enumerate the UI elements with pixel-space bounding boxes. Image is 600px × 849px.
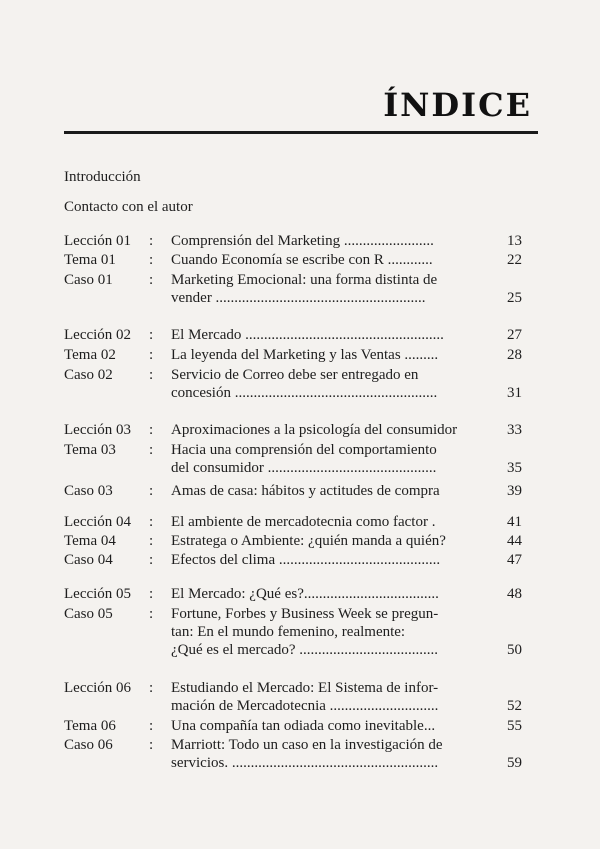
entry-page-number: 27: [507, 327, 522, 343]
entry-label: Tema 06: [64, 718, 116, 734]
entry-page-number: 44: [507, 533, 522, 549]
entry-title-line: tan: En el mundo femenino, realmente:: [171, 624, 406, 640]
entry-colon: :: [149, 514, 154, 530]
entry-title-line: La leyenda del Marketing y las Ventas .........: [171, 347, 439, 363]
entry-colon: :: [149, 252, 154, 268]
entry-colon: :: [149, 483, 154, 499]
entry-title: [171, 441, 471, 477]
entry-page-number: 48: [507, 586, 522, 602]
entry-title: [171, 421, 471, 439]
entry-page-number: 52: [507, 698, 522, 714]
entry-title: [171, 532, 471, 550]
entry-label: Tema 01: [64, 252, 116, 268]
entry-title-line: mación de Mercadotecnia .............................: [171, 698, 439, 714]
entry-label: Lección 04: [64, 514, 132, 530]
entry-page-number: 39: [507, 483, 522, 499]
entry-title-line: Servicio de Correo debe ser entregado en: [171, 367, 419, 383]
entry-page-number: 33: [507, 422, 522, 438]
entry-colon: :: [149, 533, 154, 549]
entry-label: Caso 05: [64, 606, 113, 622]
entry-page-number: 22: [507, 252, 522, 268]
entry-colon: :: [149, 327, 154, 343]
entry-label: Caso 01: [64, 272, 113, 288]
entry-title-line: Comprensión del Marketing ........................: [171, 233, 434, 249]
entry-page-number: 31: [507, 385, 522, 401]
entry-label: Lección 06: [64, 680, 132, 696]
entry-colon: :: [149, 272, 154, 288]
entry-label: Caso 04: [64, 552, 113, 568]
entry-title-line: Una compañía tan odiada como inevitable...: [171, 718, 436, 734]
entry-title: [171, 366, 471, 402]
entry-label: Lección 02: [64, 327, 132, 343]
entry-title: [171, 679, 471, 715]
entry-title-line: del consumidor .............................................: [171, 460, 437, 476]
entry-colon: :: [149, 586, 154, 602]
entry-title-line: concesión ......................................................: [171, 385, 438, 401]
entry-page-number: 50: [507, 642, 522, 658]
entry-title-line: servicios. .......................................................: [171, 755, 439, 771]
entry-page-number: 28: [507, 347, 522, 363]
entry-title: [171, 346, 471, 364]
title-rule: [64, 131, 538, 134]
entry-title: [171, 513, 471, 531]
entry-label: Lección 03: [64, 422, 132, 438]
entry-title-line: vender ........................................................: [171, 290, 426, 306]
entry-title-line: ¿Qué es el mercado? .....................................: [171, 642, 439, 658]
entry-title: [171, 251, 471, 269]
entry-page-number: 55: [507, 718, 522, 734]
entry-page-number: 13: [507, 233, 522, 249]
entry-label: Tema 04: [64, 533, 116, 549]
entry-label: Tema 02: [64, 347, 116, 363]
entry-colon: :: [149, 737, 154, 753]
entry-colon: :: [149, 718, 154, 734]
entry-label: Caso 02: [64, 367, 113, 383]
entry-colon: :: [149, 606, 154, 622]
entry-colon: :: [149, 367, 154, 383]
entry-colon: :: [149, 233, 154, 249]
entry-page-number: 59: [507, 755, 522, 771]
page-title: ÍNDICE: [383, 86, 532, 124]
entry-colon: :: [149, 422, 154, 438]
entry-title: [171, 551, 471, 569]
entry-title-line: Estudiando el Mercado: El Sistema de infor-: [171, 680, 439, 696]
entry-title: [171, 605, 471, 659]
entry-colon: :: [149, 552, 154, 568]
entry-label: Caso 03: [64, 483, 113, 499]
entry-title-line: El Mercado .....................................................: [171, 327, 444, 343]
entry-colon: :: [149, 442, 154, 458]
entry-title: [171, 717, 471, 735]
entry-title-line: Estratega o Ambiente: ¿quién manda a quién?: [171, 533, 446, 549]
entry-page-number: 35: [507, 460, 522, 476]
entry-title-line: El Mercado: ¿Qué es?....................................: [171, 586, 439, 602]
entry-label: Caso 06: [64, 737, 113, 753]
entry-title-line: El ambiente de mercadotecnia como factor .: [171, 514, 436, 530]
entry-title-line: Amas de casa: hábitos y actitudes de compra: [171, 483, 440, 499]
entry-title: [171, 736, 471, 772]
entry-title-line: Marriott: Todo un caso en la investigación de: [171, 737, 443, 753]
entry-title: [171, 271, 471, 307]
entry-title-line: Marketing Emocional: una forma distinta de: [171, 272, 438, 288]
intro-contacto: Contacto con el autor: [64, 199, 193, 215]
entry-colon: :: [149, 347, 154, 363]
intro-introduccion: Introducción: [64, 169, 141, 185]
entry-colon: :: [149, 680, 154, 696]
entry-title: [171, 232, 471, 250]
entry-label: Tema 03: [64, 442, 116, 458]
entry-page-number: 47: [507, 552, 522, 568]
entry-page-number: 41: [507, 514, 522, 530]
entry-title: [171, 585, 471, 603]
entry-title-line: Efectos del clima ...........................................: [171, 552, 441, 568]
entry-label: Lección 05: [64, 586, 132, 602]
entry-title-line: Aproximaciones a la psicología del consumidor: [171, 422, 458, 438]
entry-title: [171, 326, 471, 344]
entry-page-number: 25: [507, 290, 522, 306]
entry-label: Lección 01: [64, 233, 132, 249]
entry-title: [171, 482, 471, 500]
entry-title-line: Fortune, Forbes y Business Week se pregun-: [171, 606, 439, 622]
entry-title-line: Hacia una comprensión del comportamiento: [171, 442, 437, 458]
entry-title-line: Cuando Economía se escribe con R ............: [171, 252, 433, 268]
